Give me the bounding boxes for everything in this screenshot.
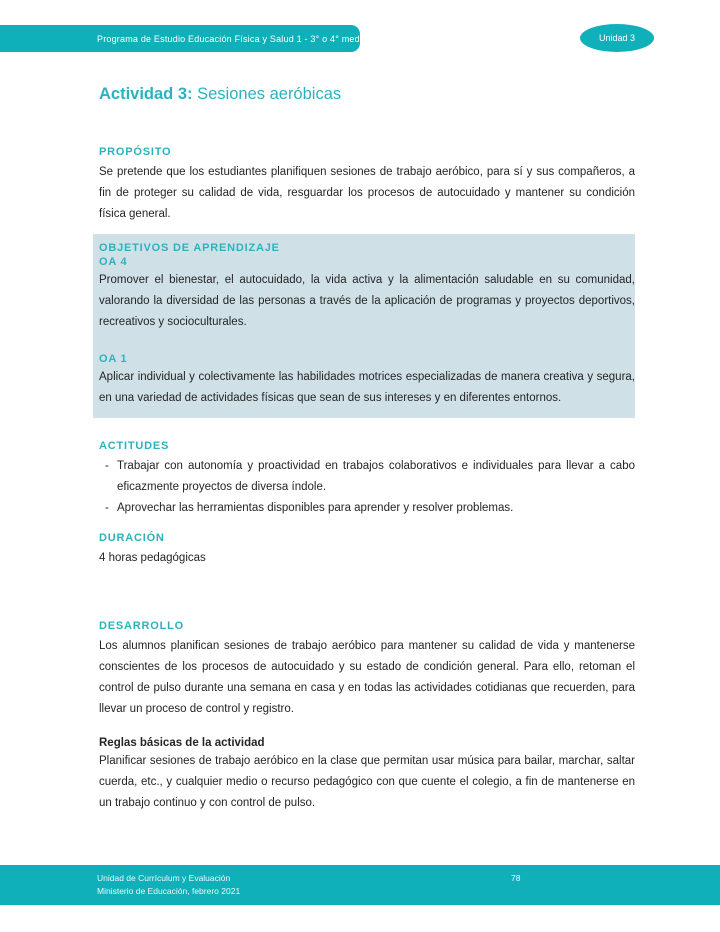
desarrollo-body: Los alumnos planifican sesiones de trabajo aeróbico para mantener su calidad de vida y mantenerse conscientes de los procesos de autocuidado y su estado de condición general. Para ello, retoman el control de pulso durante una semana en casa y en todas las actividades cotidianas que recuerden, para llevar un proceso de control y registro.	[99, 640, 635, 715]
list-item	[99, 456, 635, 498]
actitudes-heading: ACTITUDES	[99, 440, 170, 452]
reglas-heading: Reglas básicas de la actividad	[99, 737, 265, 749]
oa4-label: OA 4	[99, 256, 128, 268]
oa-item	[99, 353, 635, 409]
oa1-label: OA 1	[99, 353, 128, 365]
objetivos-heading: OBJETIVOS DE APRENDIZAJE	[99, 242, 280, 254]
page-number: 78	[511, 873, 521, 883]
oa1-body: Aplicar individual y colectivamente las habilidades motrices especializadas de manera creativa y segura, en una variedad de actividades físicas que sean de sus intereses y en diferentes entornos.	[99, 371, 635, 404]
activity-number: Actividad 3:	[99, 85, 193, 103]
footer-ministry-line: Ministerio de Educación, febrero 2021	[97, 886, 241, 896]
actitudes-bullet-1: Trabajar con autonomía y proactividad en trabajos colaborativos e individuales para llevar a cabo eficazmente proyectos de diversa índole.	[117, 460, 635, 493]
section-reglas	[99, 737, 635, 814]
footer-org-line: Unidad de Currículum y Evaluación	[97, 873, 231, 883]
proposito-body: Se pretende que los estudiantes planifiquen sesiones de trabajo aeróbico, para sí y sus compañeros, a fin de proteger su calidad de vida, resguardar los procesos de autocuidado y mantener su condición física general.	[99, 166, 635, 220]
duracion-heading: DURACIÓN	[99, 532, 165, 544]
header-program-bar	[0, 25, 368, 52]
duracion-body: 4 horas pedagógicas	[99, 552, 206, 564]
actitudes-bullet-2: Aprovechar las herramientas disponibles para aprender y resolver problemas.	[117, 502, 514, 514]
footer-bar	[0, 865, 720, 905]
section-proposito	[99, 146, 635, 225]
section-duracion	[99, 532, 635, 569]
reglas-body: Planificar sesiones de trabajo aeróbico en la clase que permitan usar música para bailar, marchar, saltar cuerda, etc., y cualquier medio o recurso pedagógico con que cuente el colegio, a fin de mantenerse en un trabajo continuo y con control de pulso.	[99, 755, 635, 809]
bullet-dash: -	[105, 460, 109, 472]
oa4-body: Promover el bienestar, el autocuidado, la vida activa y la alimentación saludable en su comunidad, valorando la diversidad de las personas a través de la aplicación de programas y proyectos deportivos, recreativos y socioculturales.	[99, 274, 635, 328]
program-title: Programa de Estudio Educación Física y Salud 1 - 3° o 4° medio	[97, 33, 368, 44]
section-objetivos-highlight-box	[93, 234, 635, 418]
oa-item	[99, 256, 635, 333]
desarrollo-heading: DESARROLLO	[99, 620, 184, 632]
section-desarrollo	[99, 620, 635, 720]
unit-badge: Unidad 3	[580, 24, 654, 52]
list-item	[99, 498, 635, 519]
proposito-heading: PROPÓSITO	[99, 146, 172, 158]
activity-name: Sesiones aeróbicas	[197, 85, 342, 103]
page-content	[99, 146, 635, 814]
bullet-dash: -	[105, 502, 109, 514]
page-title	[99, 85, 341, 104]
section-actitudes	[99, 440, 635, 519]
